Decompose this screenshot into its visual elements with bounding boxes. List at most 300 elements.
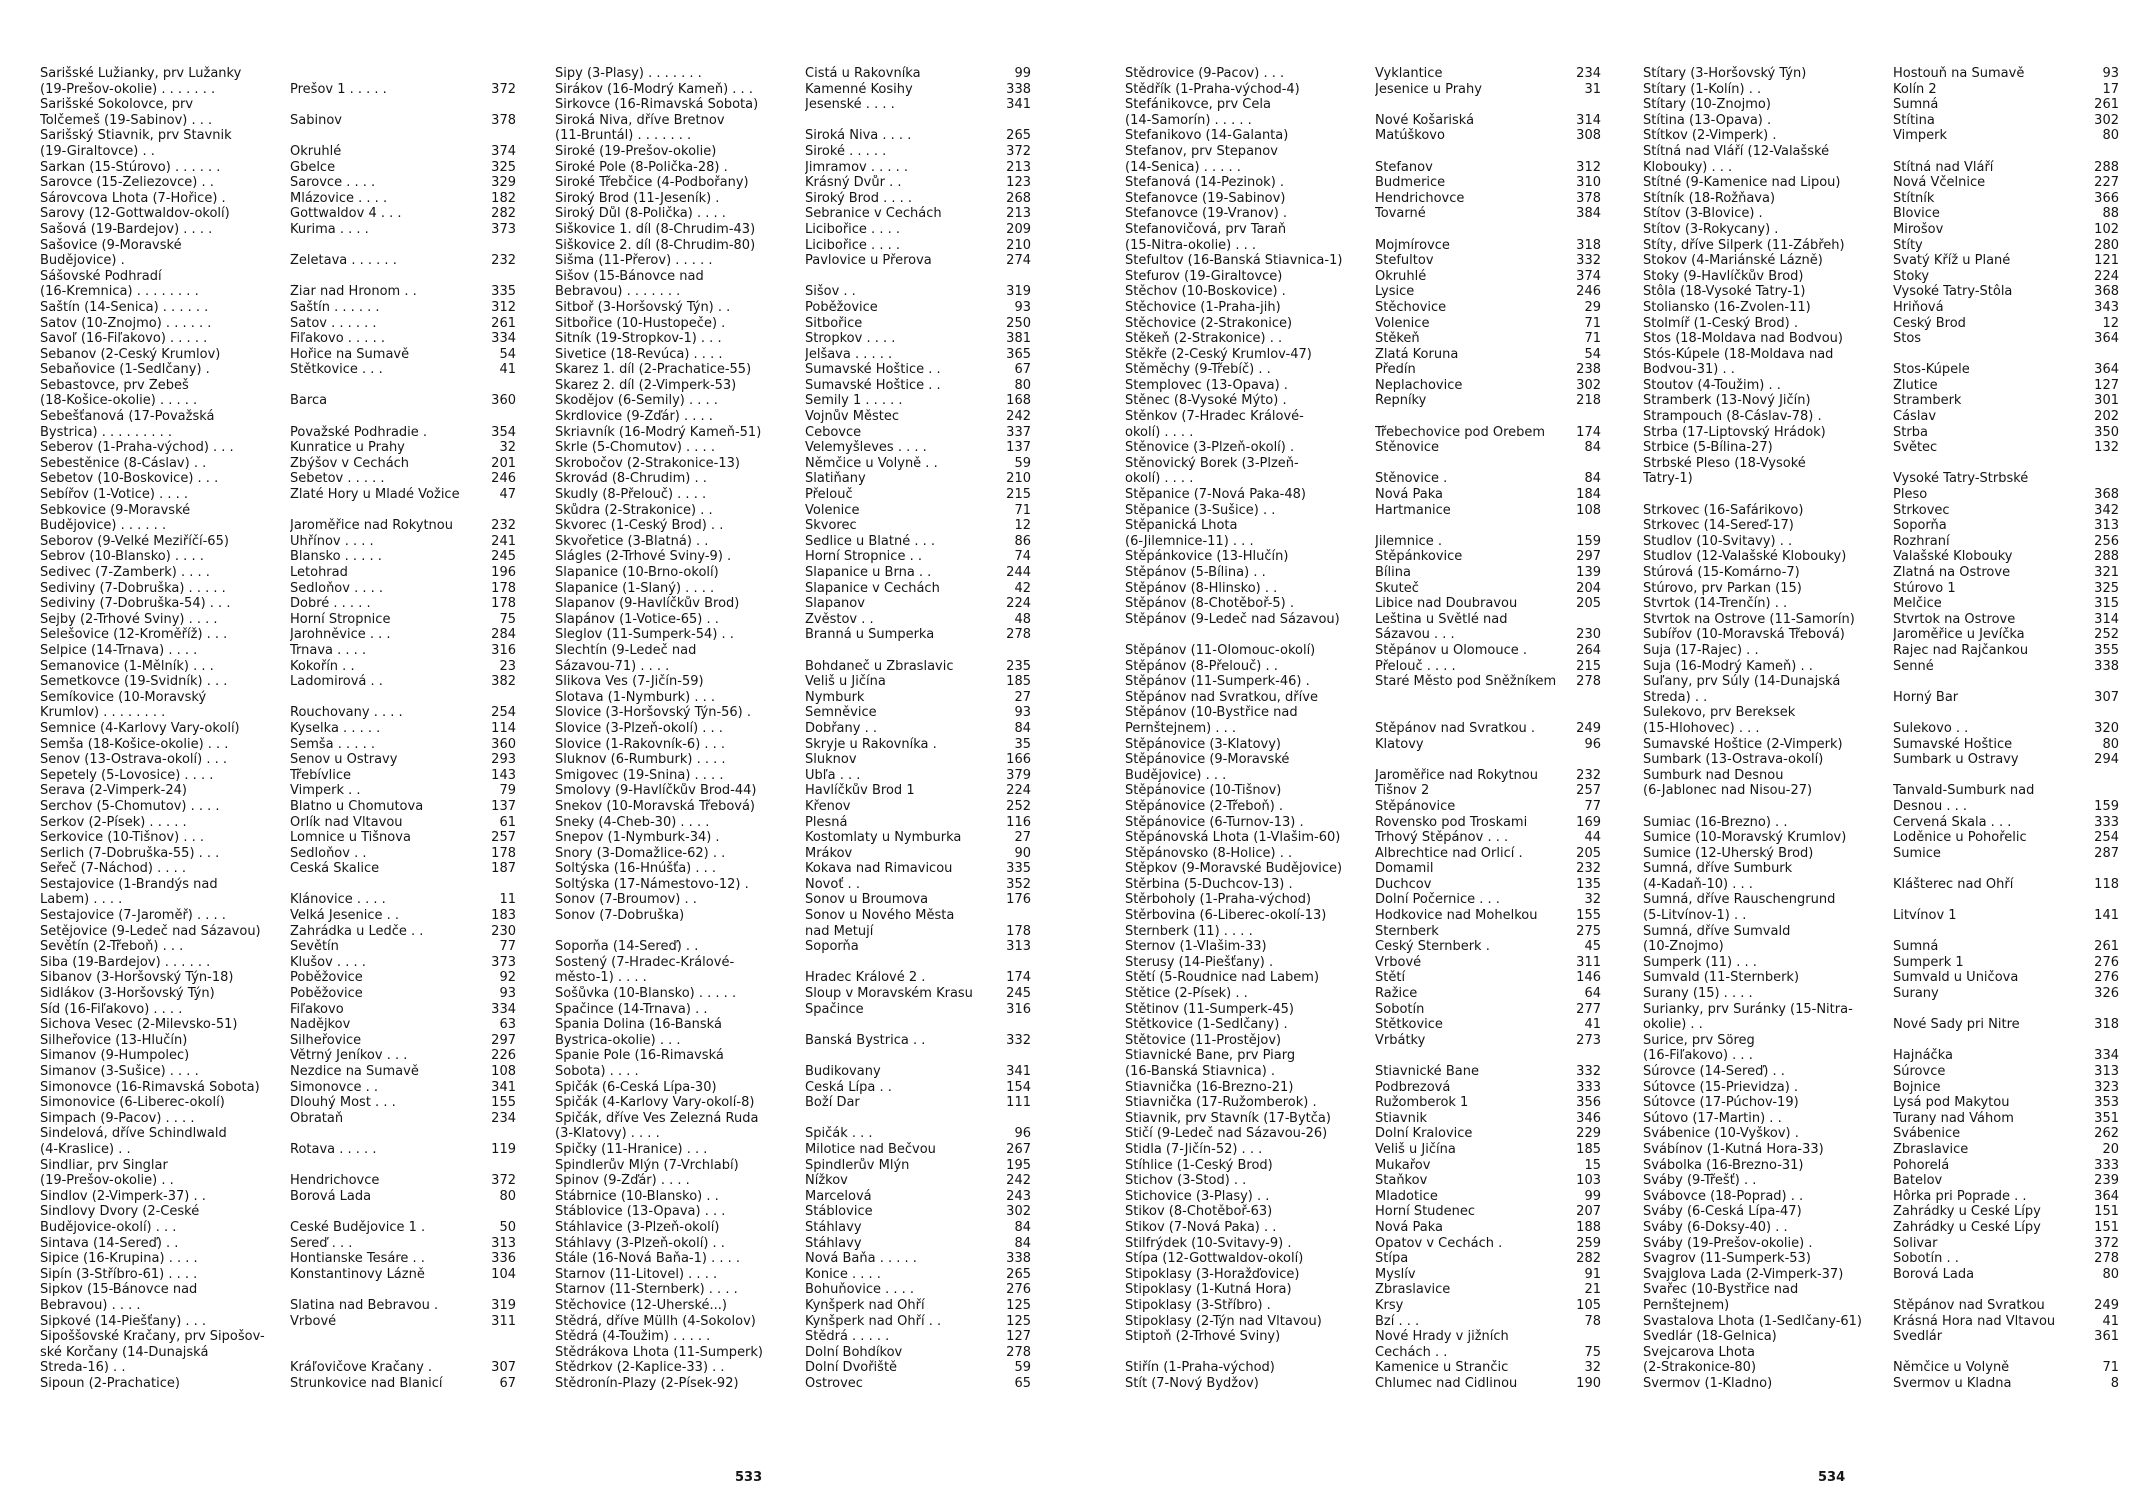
place-name: Šerchov (5-Chomutov) . . . . xyxy=(40,798,220,814)
post-office: Letohrad xyxy=(290,565,348,580)
place-name: Štědrákova Lhota (11-Šumperk) xyxy=(555,1344,764,1360)
page-ref: 65 xyxy=(1014,1375,1031,1391)
place-name: Štiavnické Bane, prv Piarg xyxy=(1125,1048,1296,1064)
place-name: Šebaňovice (1-Sedlčany) . xyxy=(40,362,210,378)
index-entry xyxy=(555,1376,1055,1392)
place-name: Šemnice (4-Karlovy Vary-okolí) xyxy=(40,720,240,736)
post-office: Štos-Kúpele xyxy=(1893,362,1970,378)
index-entry xyxy=(1125,690,1625,706)
post-office: Třebívlice xyxy=(290,767,352,783)
post-office: Štrba xyxy=(1893,424,1928,440)
post-office: Litvínov 1 xyxy=(1893,908,1957,924)
index-entry xyxy=(40,1158,540,1174)
post-office: Veliš u Jičína xyxy=(1375,1141,1456,1157)
post-office: Zahrádka u Ledče . . xyxy=(290,923,424,939)
post-office: Šemša . . . . . xyxy=(290,736,375,752)
page-ref: 352 xyxy=(1006,876,1031,892)
page-ref: 71 xyxy=(1584,315,1601,331)
place-name: Šaštín (14-Senica) . . . . . . xyxy=(40,299,209,315)
index-entry xyxy=(1643,175,2143,191)
index-entry xyxy=(555,284,1055,300)
place-name: Šilheřovice (13-Hlučín) xyxy=(40,1032,188,1048)
page-number: 534 xyxy=(1818,1470,1846,1485)
post-office: Orlík nad Vltavou xyxy=(290,814,403,830)
post-office: Klánovice . . . . xyxy=(290,892,386,908)
page-ref: 294 xyxy=(2094,752,2119,768)
post-office: Tanvald-Šumburk nad xyxy=(1893,783,2035,799)
page-ref: 257 xyxy=(491,830,516,846)
page-ref: 315 xyxy=(2094,596,2119,612)
index-entry xyxy=(555,565,1055,581)
post-office: Branná u Šumperka xyxy=(805,627,935,643)
place-name: Šárovcova Lhota (7-Hořice) . xyxy=(40,190,226,206)
index-entry xyxy=(1643,1298,2143,1314)
place-name: Šnekov (10-Moravská Třebová) xyxy=(555,798,756,814)
page-ref: 67 xyxy=(499,1375,516,1391)
place-name: Šváby (6-Česká Lípa-47) xyxy=(1643,1204,1802,1220)
page-ref: 246 xyxy=(491,471,516,487)
place-name: Štipoklasy (3-Horažďovice) xyxy=(1125,1266,1300,1282)
index-entry xyxy=(555,1314,1055,1330)
post-office: Štáhlavy xyxy=(805,1235,862,1251)
page-ref: 137 xyxy=(491,798,516,814)
place-name: Šimanov (9-Humpolec) xyxy=(40,1048,190,1064)
page-ref: 307 xyxy=(2094,689,2119,705)
index-entry xyxy=(1643,1080,2143,1096)
index-entry xyxy=(555,456,1055,472)
post-office: Uhřínov . . . . xyxy=(290,533,374,549)
post-office: Desnou . . . xyxy=(1893,798,1968,814)
page-ref: 27 xyxy=(1014,830,1031,846)
index-entry xyxy=(555,362,1055,378)
page-ref: 313 xyxy=(2094,518,2119,534)
place-name: Šarovy (12-Gottwaldov-okolí) xyxy=(40,206,230,222)
post-office: Štrkovec xyxy=(1893,502,1950,518)
index-entry xyxy=(40,409,540,425)
index-entry xyxy=(40,1282,540,1298)
page-ref: 86 xyxy=(1014,533,1031,549)
post-office: Šumná xyxy=(1893,97,1939,113)
post-office: Žlutice xyxy=(1893,377,1938,393)
post-office: Nové Košariská xyxy=(1375,112,1475,128)
page-ref: 311 xyxy=(491,1313,516,1329)
page-ref: 338 xyxy=(1006,1251,1031,1267)
place-name: Štědřík (1-Praha-východ-4) xyxy=(1125,81,1300,97)
index-entry xyxy=(1643,737,2143,753)
place-name: Šimonovice (6-Liberec-okolí) xyxy=(40,1095,225,1111)
place-name: Štěpánovice (9-Moravské xyxy=(1125,752,1290,768)
post-office: Široký Brod . . . . xyxy=(805,190,913,206)
place-name: Škodějov (6-Semily) . . . . xyxy=(555,393,718,409)
page-ref: 293 xyxy=(491,752,516,768)
place-name: (14-Senica) . . . . . xyxy=(1125,159,1241,175)
index-entry xyxy=(40,846,540,862)
page-ref: 335 xyxy=(491,284,516,300)
post-office: Hradec Králové 2 . xyxy=(805,970,926,986)
index-entry xyxy=(1643,627,2143,643)
place-name: Štefánikovce, prv Čela xyxy=(1125,97,1271,113)
place-name: Šebastovce, prv Žebeš xyxy=(40,377,189,393)
place-name: Bodvou-31) . . xyxy=(1643,362,1735,378)
page-ref: 91 xyxy=(1584,1266,1601,1282)
place-name: Šeberov (1-Praha-východ) . . . xyxy=(40,440,234,456)
index-entry xyxy=(555,1345,1055,1361)
post-office: Ružomberok 1 xyxy=(1375,1095,1469,1111)
page-ref: 273 xyxy=(1576,1032,1601,1048)
page-ref: 364 xyxy=(2094,1188,2119,1204)
page-ref: 108 xyxy=(491,1064,516,1079)
page-ref: 278 xyxy=(1006,627,1031,643)
place-name: Ševětín (2-Třeboň) . . . xyxy=(40,939,184,955)
place-name: Šošůvka (10-Blansko) . . . . . xyxy=(555,986,737,1002)
index-entry xyxy=(40,300,540,316)
place-name: Švastalova Lhota (1-Sedlčany-61) xyxy=(1643,1313,1863,1329)
post-office: Štětkovice . . . xyxy=(290,362,383,378)
index-entry xyxy=(555,128,1055,144)
place-name: Šediviny (7-Dobruška) . . . . . xyxy=(40,580,226,596)
place-name: Štikov (7-Nová Paka) . . xyxy=(1125,1219,1277,1235)
page-ref: 275 xyxy=(1576,923,1601,939)
index-entry xyxy=(1125,378,1625,394)
index-entry xyxy=(555,1329,1055,1345)
place-name: Šubířov (10-Moravská Třebová) xyxy=(1643,627,1845,643)
place-name: Štikov (8-Chotěboř-63) xyxy=(1125,1204,1273,1220)
index-entry xyxy=(1125,752,1625,768)
page-ref: 297 xyxy=(491,1032,516,1048)
post-office: Okruhlé xyxy=(290,143,342,159)
page-ref: 80 xyxy=(1014,377,1031,393)
post-office: Sedlice u Blatné . . . xyxy=(805,533,935,549)
page-ref: 209 xyxy=(1006,221,1031,237)
index-entry xyxy=(1125,1126,1625,1142)
index-entry xyxy=(1643,970,2143,986)
page-ref: 166 xyxy=(1006,752,1031,768)
post-office: Škvorec xyxy=(805,518,857,534)
place-name: Šurany (15) . . . . xyxy=(1643,986,1753,1002)
place-name: Šidlákov (3-Horšovský Týn) xyxy=(40,986,215,1002)
place-name: Štvrtok na Ostrove (11-Šamorín) xyxy=(1643,611,1855,627)
place-name: Šváby (6-Doksy-40) . . xyxy=(1643,1219,1788,1235)
place-name: Šúrovce (14-Sereď) . . xyxy=(1643,1064,1785,1079)
page-ref: 319 xyxy=(491,1297,516,1313)
page-ref: 278 xyxy=(1576,674,1601,690)
page-ref: 47 xyxy=(499,487,516,503)
index-entry xyxy=(40,1126,540,1142)
place-name: Štarnov (11-Šternberk) . . . . xyxy=(555,1282,738,1298)
page-ref: 119 xyxy=(491,1141,516,1157)
index-entry xyxy=(1643,1251,2143,1267)
post-office: Plesná xyxy=(805,814,848,830)
post-office: Boží Dar xyxy=(805,1095,860,1111)
post-office: Pavlovice u Přerova xyxy=(805,253,932,269)
place-name: Šútovce (17-Púchov-19) xyxy=(1643,1095,1799,1111)
page-ref: 374 xyxy=(1576,268,1601,284)
post-office: Štefanov xyxy=(1375,159,1433,175)
page-ref: 313 xyxy=(2094,1064,2119,1079)
post-office: Podbrezová xyxy=(1375,1079,1451,1095)
post-office: Pohorelá xyxy=(1893,1157,1950,1173)
index-entry xyxy=(40,393,540,409)
index-entry xyxy=(555,705,1055,721)
page-ref: 249 xyxy=(1576,720,1601,736)
index-entry xyxy=(555,1189,1055,1205)
index-entry xyxy=(555,393,1055,409)
page-ref: 207 xyxy=(1576,1204,1601,1220)
place-name: Šemanovice (1-Mělník) . . . xyxy=(40,658,214,674)
post-office: Želetava . . . . . . xyxy=(290,253,397,269)
page-ref: 67 xyxy=(1014,362,1031,378)
index-entry xyxy=(1125,612,1625,628)
place-name: Budějovice) . . . . . . xyxy=(40,518,167,534)
place-name: Šitboř (3-Horšovský Týn) . . xyxy=(555,299,731,315)
place-name: Štěkeň (2-Strakonice) . . xyxy=(1125,331,1283,347)
page-ref: 74 xyxy=(1014,549,1031,565)
index-entry xyxy=(1643,892,2143,908)
index-entry xyxy=(555,549,1055,565)
page-ref: 23 xyxy=(499,658,516,674)
place-name: Štědrkov (2-Kaplice-33) . . xyxy=(555,1360,725,1376)
post-office: Klatovy xyxy=(1375,736,1424,752)
place-name: Šimpach (9-Pacov) . . . . xyxy=(40,1110,195,1126)
post-office: Vimperk . . xyxy=(290,783,361,799)
post-office: Štěpánov u Olomouce . xyxy=(1375,642,1528,658)
page-ref: 54 xyxy=(499,346,516,362)
page-ref: 176 xyxy=(1006,892,1031,908)
index-entry xyxy=(1125,1282,1625,1298)
place-name: Štěnovický Borek (3-Plzeň- xyxy=(1125,455,1299,471)
post-office: Štípa xyxy=(1375,1251,1409,1267)
place-name: Štěnec (8-Vysoké Mýto) . xyxy=(1125,393,1287,409)
post-office: Turany nad Váhom xyxy=(1893,1110,2014,1126)
index-entry xyxy=(1125,1033,1625,1049)
post-office: Konice . . . . xyxy=(805,1266,881,1282)
post-office: Špačince xyxy=(805,1001,864,1017)
place-name: (18-Košice-okolie) . . . . . xyxy=(40,393,198,409)
index-entry xyxy=(555,1360,1055,1376)
place-name: Šebestěnice (8-Čáslav) . . xyxy=(40,455,207,471)
page-ref: 8 xyxy=(2110,1375,2119,1391)
page-ref: 316 xyxy=(1006,1001,1031,1017)
post-office: Sloup v Moravském Krasu xyxy=(805,986,973,1002)
place-name: Šumperk (11) . . . xyxy=(1643,954,1757,970)
post-office: Rozhraní xyxy=(1893,533,1950,549)
post-office: Nová Včelnice xyxy=(1893,175,1986,191)
index-entry xyxy=(1643,518,2143,534)
index-entry xyxy=(1643,1329,2143,1345)
place-name: Štarnov (11-Litovel) . . . . xyxy=(555,1266,718,1282)
place-name: Šiškovice 2. díl (8-Chrudim-80) xyxy=(555,237,756,253)
place-name: (5-Litvínov-1) . . xyxy=(1643,908,1747,924)
place-name: Šipín (3-Stříbro-61) . . . . xyxy=(40,1266,198,1282)
page-ref: 332 xyxy=(1576,1064,1601,1079)
index-entry xyxy=(1125,861,1625,877)
place-name: Štítník (18-Rožňava) xyxy=(1643,190,1776,206)
index-entry xyxy=(40,222,540,238)
index-entry xyxy=(1125,908,1625,924)
page-ref: 355 xyxy=(2094,642,2119,658)
post-office: Krásný Dvůr . . xyxy=(805,175,902,191)
page-ref: 325 xyxy=(491,159,516,175)
index-entry xyxy=(1125,596,1625,612)
index-entry xyxy=(40,1064,540,1080)
index-entry xyxy=(555,674,1055,690)
index-entry xyxy=(1125,487,1625,503)
index-entry xyxy=(40,1236,540,1252)
post-office: Žiar nad Hronom . . xyxy=(290,284,417,300)
place-name: Štěpánovská Lhota (1-Vlašim-60) xyxy=(1125,830,1341,846)
place-name: Budějovice) . xyxy=(40,253,125,269)
place-name: okolie) . . xyxy=(1643,1017,1703,1033)
post-office: Horní Stropnice . . xyxy=(805,549,922,565)
page-ref: 245 xyxy=(491,549,516,565)
post-office: Šoporňa xyxy=(1893,518,1947,534)
index-entry xyxy=(555,534,1055,550)
post-office: Sobotín . . xyxy=(1893,1251,1959,1267)
place-name: Štěchovice (2-Strakonice) xyxy=(1125,315,1293,331)
page-ref: 178 xyxy=(491,596,516,612)
place-name: Sobota) . . . . xyxy=(555,1064,639,1079)
page-ref: 254 xyxy=(491,705,516,721)
place-name: Šútovce (15-Prievidza) . xyxy=(1643,1079,1799,1095)
index-entry xyxy=(555,518,1055,534)
post-office: Štětkovice xyxy=(1375,1017,1443,1033)
place-name: Štáblovice (13-Opava) . . . xyxy=(555,1204,726,1220)
index-entry xyxy=(555,783,1055,799)
index-entry xyxy=(40,82,540,98)
post-office: Štěpánov nad Svratkou . xyxy=(1375,720,1536,736)
post-office: Valašské Klobouky xyxy=(1893,549,2013,565)
index-entry xyxy=(1643,955,2143,971)
page-ref: 50 xyxy=(499,1219,516,1235)
place-name: (19-Prešov-okolie) . . xyxy=(40,1173,174,1189)
post-office: Dlouhý Most . . . xyxy=(290,1095,396,1111)
place-name: Štičí (9-Ledeč nad Sázavou-26) xyxy=(1125,1126,1328,1142)
place-name: Šipoun (2-Prachatice) xyxy=(40,1375,180,1391)
index-entry xyxy=(555,82,1055,98)
post-office: Šilheřovice xyxy=(290,1032,362,1048)
post-office: Opatov v Čechách . xyxy=(1375,1235,1503,1251)
page-ref: 75 xyxy=(499,611,516,627)
place-name: Šiškovice 1. díl (8-Chrudim-43) xyxy=(555,221,756,237)
place-name: Šumvald (11-Šternberk) xyxy=(1643,970,1800,986)
post-office: Česká Lípa . . xyxy=(805,1079,892,1095)
index-entry xyxy=(1125,1220,1625,1236)
index-entry xyxy=(40,705,540,721)
index-entry xyxy=(1643,581,2143,597)
index-entry xyxy=(40,113,540,129)
place-name: Špičák, dříve Ves Železná Ruda xyxy=(555,1110,759,1126)
place-name: Štrampouch (8-Čáslav-78) . xyxy=(1643,409,1822,425)
index-entry xyxy=(40,347,540,363)
index-entry xyxy=(40,1376,540,1392)
place-name: Šitbořice (10-Hustopeče) . xyxy=(555,315,726,331)
index-entry xyxy=(1125,362,1625,378)
place-name: Štúrovo, prv Parkan (15) xyxy=(1643,580,1802,596)
page-ref: 356 xyxy=(1576,1095,1601,1111)
post-office: Hendrichovce xyxy=(290,1173,380,1189)
page-ref: 141 xyxy=(2094,908,2119,924)
page-ref: 84 xyxy=(1014,1219,1031,1235)
index-entry xyxy=(555,222,1055,238)
index-entry xyxy=(1643,191,2143,207)
index-entry xyxy=(1643,347,2143,363)
index-entry xyxy=(555,1064,1055,1080)
page-ref: 241 xyxy=(491,533,516,549)
place-name: Švagrov (11-Šumperk-53) xyxy=(1643,1251,1811,1267)
page-ref: 351 xyxy=(2094,1110,2119,1126)
page-ref: 123 xyxy=(1006,175,1031,191)
place-name: Šlapanice (1-Slaný) . . . . xyxy=(555,580,715,596)
post-office: Blovice xyxy=(1893,206,1940,222)
place-name: Pernštejnem) xyxy=(1643,1297,1730,1313)
post-office: Stropkov . . . . xyxy=(805,331,896,347)
place-name: Štěpánovice (3-Klatovy) xyxy=(1125,736,1281,752)
index-entry xyxy=(1643,128,2143,144)
page-ref: 333 xyxy=(2094,814,2119,830)
post-office: Licibořice . . . . xyxy=(805,221,900,237)
post-office: Široká Niva . . . . xyxy=(805,128,912,144)
post-office: Kráľovičove Kračany . xyxy=(290,1360,433,1376)
place-name: Štěpánov (8-Přelouč) . . xyxy=(1125,658,1278,674)
place-name: Štítov (3-Blovice) . xyxy=(1643,206,1763,222)
page-ref: 11 xyxy=(499,892,516,908)
place-name: Štěpanice (3-Sušice) . . xyxy=(1125,502,1276,518)
post-office: Volenice xyxy=(805,502,860,518)
post-office: Lysá pod Makytou xyxy=(1893,1095,2010,1111)
post-office: Rotava . . . . . xyxy=(290,1141,377,1157)
place-name: Šipy (3-Plasy) . . . . . . . xyxy=(555,66,702,81)
post-office: Nová Baňa . . . . . xyxy=(805,1251,917,1267)
place-name: Šumburk nad Desnou xyxy=(1643,767,1784,783)
place-name: Pernštejnem) . . . xyxy=(1125,720,1236,736)
place-name: Štichovice (3-Plasy) . . xyxy=(1125,1188,1270,1204)
post-office: Šebetov . . . . . xyxy=(290,471,385,487)
place-name: Štítkov (2-Vimperk) . xyxy=(1643,128,1777,144)
post-office: Sobotín xyxy=(1375,1001,1425,1017)
place-name: Špičák (6-Česká Lípa-30) xyxy=(555,1079,717,1095)
page-ref: 195 xyxy=(1006,1157,1031,1173)
place-name: Švábovce (18-Poprad) . . xyxy=(1643,1188,1804,1204)
index-entry xyxy=(40,284,540,300)
place-name: Štěpánov nad Svratkou, dříve xyxy=(1125,689,1318,705)
place-name: Štrkovec (14-Sereď-17) xyxy=(1643,518,1794,534)
post-office: Tovarné xyxy=(1375,206,1426,222)
page-ref: 201 xyxy=(491,455,516,471)
index-entry xyxy=(40,487,540,503)
page-ref: 88 xyxy=(2102,206,2119,222)
post-office: Zahrádky u České Lípy xyxy=(1893,1204,2041,1220)
place-name: Štěpánov (5-Bílina) . . xyxy=(1125,565,1266,580)
index-entry xyxy=(40,955,540,971)
post-office: Gottwaldov 4 . . . xyxy=(290,206,402,222)
place-name: Švábolka (16-Brezno-31) xyxy=(1643,1157,1804,1173)
page-ref: 196 xyxy=(491,565,516,580)
index-entry xyxy=(1643,253,2143,269)
page-ref: 178 xyxy=(491,845,516,861)
index-entry xyxy=(1643,815,2143,831)
index-entry xyxy=(1643,877,2143,893)
post-office: Sázavou . . . xyxy=(1375,627,1455,643)
place-name: Špičky (11-Hranice) . . . xyxy=(555,1141,708,1157)
index-entry xyxy=(40,128,540,144)
post-office: Lysice xyxy=(1375,284,1415,300)
index-entry xyxy=(1125,1267,1625,1283)
place-name: Štidla (7-Jičín-52) . . . xyxy=(1125,1141,1263,1157)
page-ref: 307 xyxy=(491,1360,516,1376)
post-office: Šúrovce xyxy=(1893,1064,1946,1079)
page-ref: 187 xyxy=(491,861,516,877)
page-ref: 276 xyxy=(1006,1282,1031,1298)
